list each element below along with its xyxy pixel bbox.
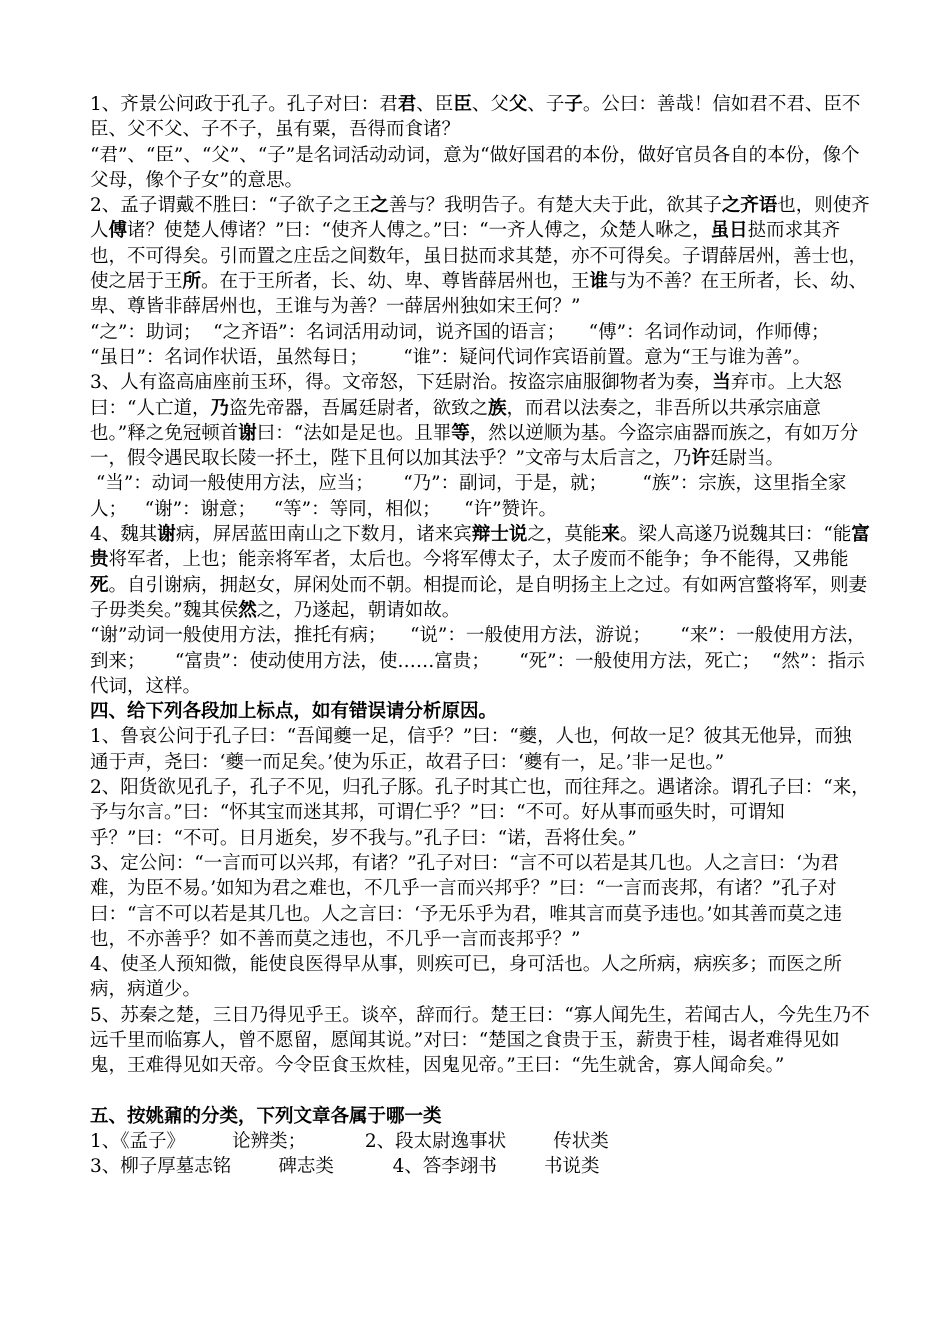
document-page [90,92,870,1179]
q4-passage: 4、魏其谢病，屏居蓝田南山之下数月，诸来宾辩士说之，莫能来。梁人高遂乃说魏其曰：“能富贵将军者，上也；能亲将军者，太后也。今将军傅太子，太子废而不能争；争不能得，又弗能死。自引谢病，拥赵女，屏闲处而不朝。相提而论，是自明扬主上之过。有如两宫螫将军，则妻子毋类矣。”魏其侯然之，乃遂起，朝请如故。 [90,524,870,621]
q1-note: “君”、“臣”、“父”、“子”是名词活动动词，意为“做好国君的本份，做好官员各自的本份，像个父母，像个子女”的意思。 [90,144,860,191]
q3-passage: 3、人有盗高庙座前玉环，得。文帝怒，下廷尉治。按盗宗庙服御物者为奏，当弃市。上大怒曰：“人亡道，乃盗先帝器，吾属廷尉者，欲致之族，而君以法奏之，非吾所以共承宗庙意也。”释之免冠顿首谢曰：“法如是足也。且罪等，然以逆顺为基。今盗宗庙器而族之，有如万分一，假令遇民取长陵一抔土，陛下且何以加其法乎？”文帝与太后言之，乃许廷尉当。 [90,372,859,470]
blank-line [90,1079,870,1104]
q2-passage: 2、孟子谓戴不胜曰：“子欲子之王之善与？我明告子。有楚大夫于此，欲其子之齐语也，则使齐人傅诸？使楚人傅诸？”曰：“使齐人傅之。”曰：“一齐人傅之，众楚人咻之，虽日挞而求其齐也，不可得矣。引而置之庄岳之间数年，虽日挞而求其楚，亦不可得矣。子谓薛居州，善士也，使之居于王所。在于王所者，长、幼、卑、尊皆薛居州也，王谁与为不善？在王所者，长、幼、卑、尊皆非薛居州也，王谁与为善？一薛居州独如宋王何？” [90,195,870,318]
section-4-item-4: 4、使圣人预知微，能使良医得早从事，则疾可已，身可活也。人之所病，病疾多；而医之所病，病道少。 [90,954,842,1001]
section-4-item-1: 1、鲁哀公问于孔子曰：“吾闻夔一足，信乎？”曰：“夔，人也，何故一足？彼其无他异，而独通于声，尧曰：‘夔一而足矣。’使为乐正，故君子曰：‘夔有一，足。’非一足也。” [90,726,852,773]
q2-note: “之”：助词； “之齐语”：名词活用动词，说齐国的语言； “傅”：名词作动词，作师傅； “虽日”：名词作状语，虽然每日； “谁”：疑问代词作宾语前置。意为“王与谁为善”。 [90,321,859,368]
section-4-heading: 四、给下列各段加上标点，如有错误请分析原因。 [90,701,498,723]
section-5-row-1: 1、《孟子》 论辨类； 2、段太尉逸事状 传状类 [90,1130,609,1152]
section-4-item-2: 2、阳货欲见孔子，孔子不见，归孔子豚。孔子时其亡也，而往拜之。遇诸涂。谓孔子曰：“来，予与尔言。”曰：“怀其宝而迷其邦，可谓仁乎？”曰：“不可。好从事而亟失时，可谓知乎？”曰：“不可。日月逝矣，岁不我与。”孔子曰：“诺，吾将仕矣。” [90,777,870,849]
q3-note: “当”：动词一般使用方法，应当； “乃”：副词，于是，就； “族”：宗族，这里指全家人； “谢”：谢意； “等”：等同，相似； “许”赞许。 [90,473,847,520]
section-5-row-2: 3、柳子厚墓志铭 碑志类 4、答李翊书 书说类 [90,1156,600,1178]
section-4-item-3: 3、定公问：“一言而可以兴邦，有诸？”孔子对曰：“言不可以若是其几也。人之言曰：‘为君难，为臣不易。’如知为君之难也，不几乎一言而兴邦乎？”曰：“一言而丧邦，有诸？”孔子对曰：“言不可以若是其几也。人之言曰：‘予无乐乎为君，唯其言而莫予违也。’如其善而莫之违也，不亦善乎？如不善而莫之违也，不几乎一言而丧邦乎？” [90,852,842,950]
q1-passage: 1、齐景公问政于孔子。孔子对曰：君君、臣臣、父父、子子。公曰：善哉！信如君不君、臣不臣、父不父、子不子，虽有粟，吾得而食诸？ [90,94,861,141]
q4-note: “谢”动词一般使用方法，推托有病； “说”：一般使用方法，游说； “来”：一般使用方法，到来； “富贵”：使动使用方法，使……富贵； “死”：一般使用方法，死亡； “然”：指示代词，这样。 [90,625,866,697]
section-5-heading: 五、按姚鼐的分类，下列文章各属于哪一类 [90,1105,442,1127]
section-4-item-5: 5、苏秦之楚，三日乃得见乎王。谈卒，辞而行。楚王曰：“寡人闻先生，若闻古人，今先生乃不远千里而临寡人，曾不愿留，愿闻其说。”对曰：“楚国之食贵于玉，薪贵于桂，谒者难得见如鬼，王难得见如天帝。今令臣食玉炊桂，因鬼见帝。”王曰：“先生就舍，寡人闻命矣。” [90,1004,870,1077]
